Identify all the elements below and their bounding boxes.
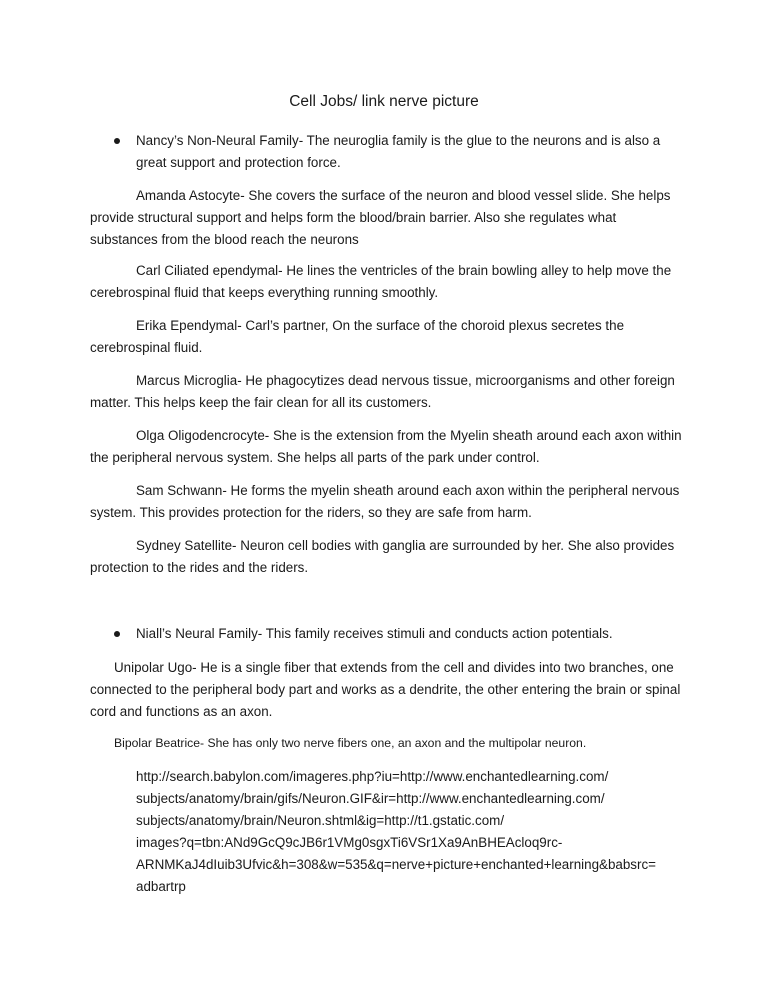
bullet-non-neural-family [136,130,684,174]
reference-url-line-1[interactable]: http://search.babylon.com/imageres.php?iu=http://www.enchantedlearning.com/ [136,769,609,784]
paragraph-bipolar: Bipolar Beatrice- She has only two nerve fibers one, an axon and the multipolar neuron. [114,736,587,750]
paragraph-ciliated-ependymal: Carl Ciliated ependymal- He lines the ventricles of the brain bowling alley to help move the cerebrospinal fluid that keeps everything running smoothly. [90,263,672,300]
paragraph-satellite: Sydney Satellite- Neuron cell bodies with ganglia are surrounded by her. She also provides protection to the rides and the riders. [90,538,675,575]
paragraph-ependymal: Erika Ependymal- Carl’s partner, On the surface of the choroid plexus secretes the cerebrospinal fluid. [90,318,625,355]
bullet-non-neural-text: Nancy’s Non-Neural Family- The neuroglia family is the glue to the neurons and is also a great support and protection force. [136,133,661,170]
reference-url-line-6[interactable]: adbartrp [136,879,186,894]
page-title: Cell Jobs/ link nerve picture [289,93,479,110]
bullet-neural-text: Niall’s Neural Family- This family receives stimuli and conducts action potentials. [136,626,613,641]
reference-url-line-4[interactable]: images?q=tbn:ANd9GcQ9cJB6r1VMg0sgxTi6VSr1Xa9AnBHEAcloq9rc- [136,835,563,850]
paragraph-schwann: Sam Schwann- He forms the myelin sheath around each axon within the peripheral nervous system. This provides protection for the riders, so they are safe from harm. [90,483,680,520]
bullet-neural-family [136,623,684,645]
reference-url-line-3[interactable]: subjects/anatomy/brain/Neuron.shtml&ig=http://t1.gstatic.com/ [136,813,505,828]
bullet-dot-icon [114,138,120,144]
reference-url-line-2[interactable]: subjects/anatomy/brain/gifs/Neuron.GIF&ir=http://www.enchantedlearning.com/ [136,791,605,806]
paragraph-microglia: Marcus Microglia- He phagocytizes dead nervous tissue, microorganisms and other foreign matter. This helps keep the fair clean for all its customers. [90,373,675,410]
reference-url-line-5[interactable]: ARNMKaJ4dIuib3Ufvic&h=308&w=535&q=nerve+picture+enchanted+learning&babsrc= [136,857,656,872]
paragraph-unipolar: Unipolar Ugo- He is a single fiber that extends from the cell and divides into two branches, one connected to the peripheral body part and works as a dendrite, the other entering the brain or spinal cord and functions as an axon. [90,660,681,719]
paragraph-astrocyte: Amanda Astocyte- She covers the surface of the neuron and blood vessel slide. She helps provide structural support and helps form the blood/brain barrier. Also she regulates what substances from the blood reach the neurons [90,188,671,247]
paragraph-oligodendrocyte: Olga Oligodencrocyte- She is the extension from the Myelin sheath around each axon within the peripheral nervous system. She helps all parts of the park under control. [90,428,682,465]
bullet-dot-icon [114,631,120,637]
